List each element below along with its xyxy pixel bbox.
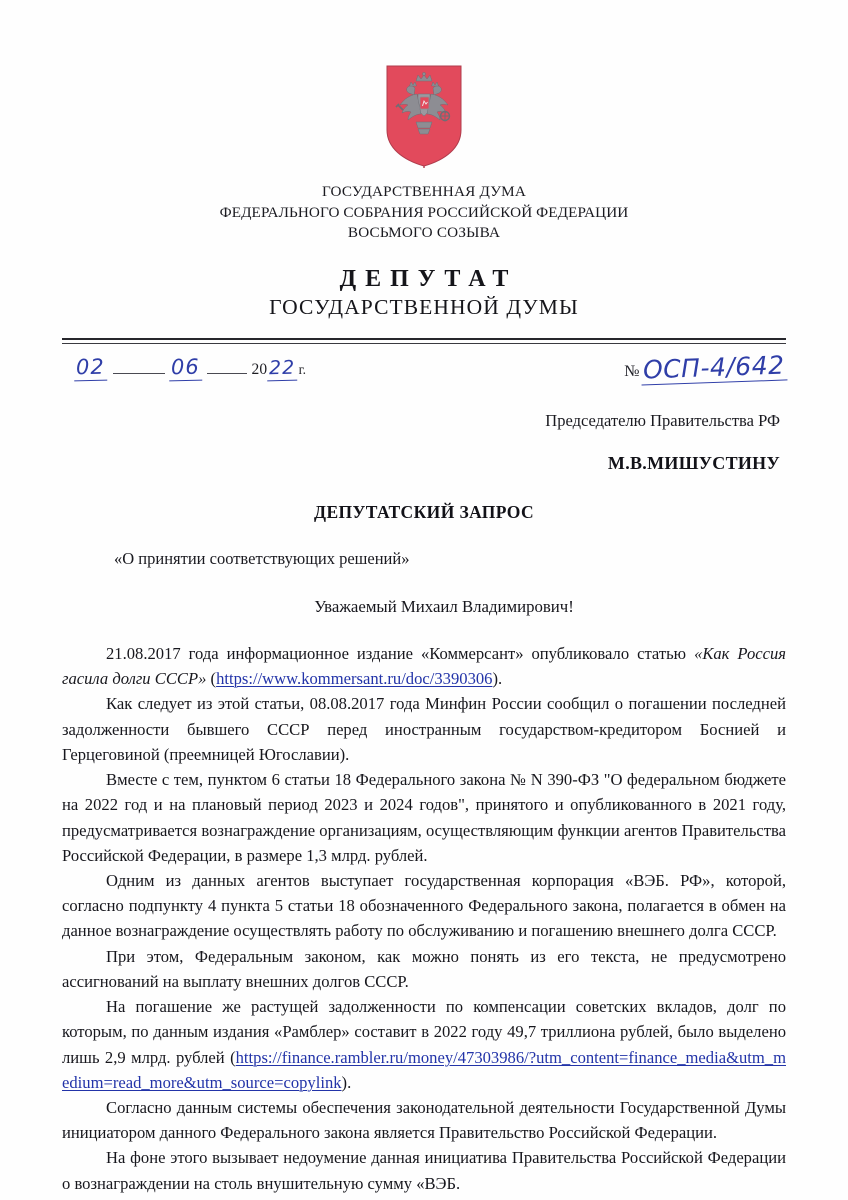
date-blank-line-1 bbox=[113, 359, 165, 374]
number-sign-label: № bbox=[624, 363, 640, 381]
p1-text-b: ( bbox=[206, 669, 217, 689]
document-title: ДЕПУТАТСКИЙ ЗАПРОС bbox=[314, 502, 534, 523]
org-line-3: ВОСЬМОГО СОЗЫВА bbox=[347, 224, 501, 242]
deputy-subtitle: ГОСУДАРСТВЕННОЙ ДУМЫ bbox=[269, 295, 579, 320]
p6-text-a: На погашение же растущей задолженности по компенсации советских вкладов, долг по которым, по данным издания «Рамблер» составит в 2022 году 49,7 триллиона рублей, было выделено лишь 2,9 млрд. рублей ( bbox=[62, 997, 786, 1067]
body-paragraph-4: Одним из данных агентов выступает государственная корпорация «ВЭБ. РФ», которой, согласно подпункту 4 пункта 5 статьи 18 обозначенного Федерального закона, полагается в обмен на данное вознаграждение осуществлять работу по обслуживанию и погашению внешнего долга СССР. bbox=[62, 870, 786, 941]
organization-lines bbox=[0, 182, 848, 244]
addressee-role: Председателю Правительства РФ bbox=[545, 411, 780, 431]
handwritten-day: 02 bbox=[74, 355, 107, 382]
p6-text-b: ). bbox=[341, 1072, 352, 1092]
p1-text-a: 21.08.2017 года информационное издание «Коммерсант» опубликовало статью bbox=[106, 644, 695, 664]
letterhead bbox=[0, 0, 848, 320]
salutation: Уважаемый Михаил Владимирович! bbox=[314, 597, 574, 617]
body-paragraph-3: Вместе с тем, пунктом 6 статьи 18 Федерального закона № N 390-ФЗ "О федеральном бюджете на 2022 год и на плановый период 2023 и 2024 годов", принятого и опубликованного в 2021 году, предусматривается вознаграждение организациям, осуществляющим функции агентов Правительства Российской Федерации, в размере 1,3 млрд. рублей. bbox=[62, 770, 786, 865]
body-paragraph-2: Как следует из этой статьи, 08.08.2017 года Минфин России сообщил о погашении последней задолженности бывшего СССР перед иностранным государством-кредитором Боснией и Герцеговиной (преемницей Югославии). bbox=[62, 694, 786, 764]
year-unit-label: г. bbox=[298, 362, 306, 378]
p1-text-c: ). bbox=[492, 669, 503, 689]
divider-thin-line bbox=[62, 343, 786, 344]
body-paragraph-1 bbox=[62, 641, 786, 691]
org-line-1: ГОСУДАРСТВЕННАЯ ДУМА bbox=[321, 183, 527, 200]
handwritten-outgoing-number: ОСП-4/642 bbox=[640, 350, 786, 385]
body-paragraph-6 bbox=[62, 994, 786, 1095]
document-body bbox=[62, 641, 786, 1196]
p1-article-title: «Как Россия гасила долги СССР» bbox=[62, 644, 786, 689]
rambler-link[interactable]: https://finance.rambler.ru/money/47303986/?utm_content=finance_media&utm_medium=read_more&utm_source=copylink bbox=[62, 1047, 786, 1092]
addressee-name: М.В.МИШУСТИНУ bbox=[607, 453, 780, 474]
body-paragraph-8: На фоне этого вызывает недоумение данная инициатива Правительства Российской Федерации о вознаграждении на столь внушительную сумму «ВЭБ. bbox=[62, 1148, 786, 1193]
org-line-2: ФЕДЕРАЛЬНОГО СОБРАНИЯ РОССИЙСКОЙ ФЕДЕРАЦИИ bbox=[219, 203, 629, 221]
body-paragraph-7: Согласно данным системы обеспечения законодательной деятельности Государственной Думы инициатором данного Федерального закона является Правительство Российской Федерации. bbox=[62, 1097, 786, 1143]
handwritten-month: 06 bbox=[168, 355, 201, 382]
divider-thick-line bbox=[62, 338, 786, 340]
header-divider bbox=[62, 338, 786, 345]
date-block bbox=[74, 355, 306, 381]
document-subject: «О принятии соответствующих решений» bbox=[114, 549, 410, 569]
date-blank-line-2 bbox=[207, 359, 247, 374]
year-prefix: 20 bbox=[251, 361, 268, 379]
body-paragraph-5: При этом, Федеральным законом, как можно понять из его текста, не предусмотрено ассигнований на выплату внешних долгов СССР. bbox=[62, 946, 786, 991]
outgoing-number-block bbox=[624, 350, 786, 385]
reference-row bbox=[62, 350, 786, 389]
kommersant-link[interactable]: https://www.kommersant.ru/doc/3390306 bbox=[216, 669, 493, 689]
handwritten-year-suffix: 22 bbox=[267, 357, 298, 382]
deputy-title: ДЕПУТАТ bbox=[339, 266, 518, 293]
russian-coat-of-arms-icon bbox=[385, 64, 463, 168]
